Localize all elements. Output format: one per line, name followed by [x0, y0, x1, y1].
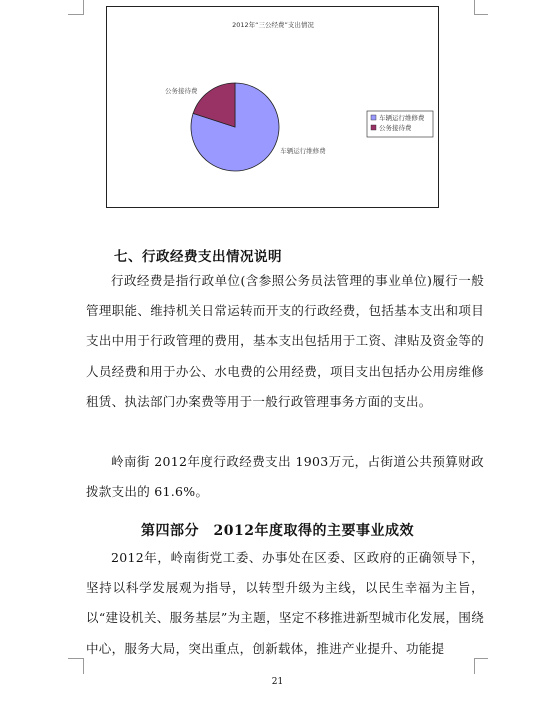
crop-mark-bottom-left-h — [68, 658, 84, 659]
pie-slice-label-1: 车辆运行维修费 — [280, 147, 326, 155]
legend-swatch-1 — [371, 115, 376, 120]
pie-chart-frame — [106, 6, 439, 208]
pie-slice-label-2: 公务接待费 — [165, 87, 198, 95]
crop-mark-top-left — [83, 0, 84, 14]
page-number: 21 — [271, 677, 284, 687]
crop-mark-top-right — [474, 0, 475, 14]
crop-mark-bottom-left — [83, 658, 84, 674]
legend-entry-2: 公务接待费 — [379, 124, 412, 132]
pie-chart — [107, 7, 440, 209]
legend-entry-1: 车辆运行维修费 — [379, 114, 425, 122]
chart-legend — [367, 111, 433, 137]
crop-mark-top-left-h — [68, 14, 84, 15]
legend-swatch-2 — [371, 125, 376, 130]
section-heading: 七、行政经费支出情况说明 — [114, 249, 282, 265]
paragraph-admin-expense-amount: 岭南街 2012年度行政经费支出 1903万元，占街道公共预算财政拨款支出的 61.6%。 — [86, 454, 484, 500]
part-title: 第四部分 2012年度取得的主要事业成效 — [141, 523, 414, 539]
chart-title: 2012年“三公经费”支出情况 — [232, 21, 314, 29]
crop-mark-top-right-h — [474, 14, 488, 15]
paragraph-achievements: 2012年，岭南街党工委、办事处在区委、区政府的正确领导下，坚持以科学发展观为指导，以转型升级为主线，以民生幸福为主旨，以“建设机关、服务基层”为主题，坚定不移推进新型城市化发展，围绕中心，服务大局，突出重点，创新载体，推进产业提升、功能提 — [86, 550, 484, 656]
paragraph-admin-expense-definition: 行政经费是指行政单位(含参照公务员法管理的事业单位)履行一般管理职能、维持机关日常运转而开支的行政经费，包括基本支出和项目支出中用于行政管理的费用，基本支出包括用于工资、津贴及资金等的人员经费和用于办公、水电费的公用经费，项目支出包括办公用房维修租赁、执法部门办案费等用于一般行政管理事务方面的支出。 — [86, 273, 484, 409]
